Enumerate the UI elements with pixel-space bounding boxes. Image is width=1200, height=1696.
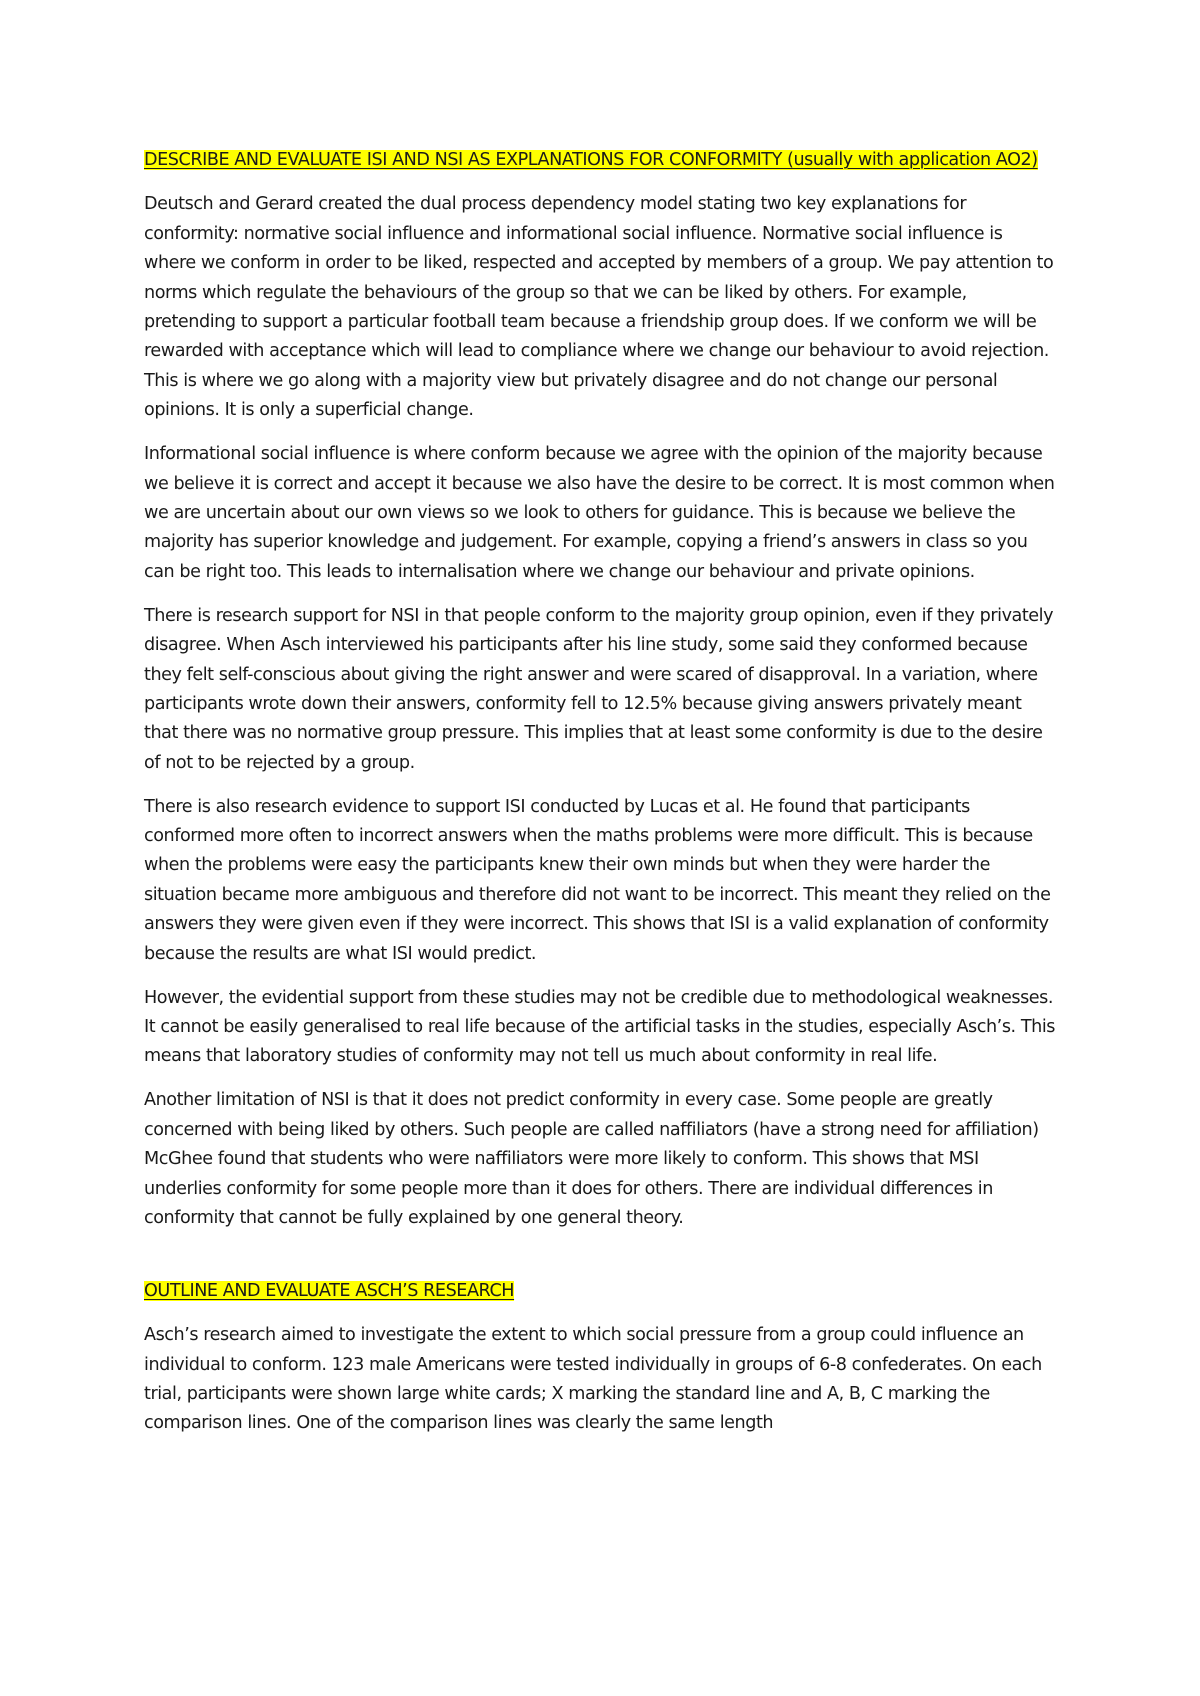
paragraph-6: Another limitation of NSI is that it does not predict conformity in every case. Some people are greatly concerned with being liked by others. Such people are called naffiliators (have a strong need for affiliation) McGhee found that students who were naffiliators were more likely to conform. This shows that MSI underlies conformity for some people more than it does for others. There are individual differences in conformity that cannot be fully explained by one general theory. [144,1090,1039,1228]
paragraph-4: There is also research evidence to support ISI conducted by Lucas et al. He found that participants conformed more often to incorrect answers when the maths problems were more difficult. This is because when the problems were easy the participants knew their own minds but when they were harder the situation became more ambiguous and therefore did not want to be incorrect. This meant they relied on the answers they were given even if they were incorrect. This shows that ISI is a valid explanation of conformity because the results are what ISI would predict. [144,796,1051,964]
section-heading-isi-nsi [144,146,1056,175]
document-body [144,146,1056,1453]
paragraph-1: Deutsch and Gerard created the dual process dependency model stating two key explanations for conformity: normative social influence and informational social influence. Normative social influence is where we conform in order to be liked, respected and accepted by members of a group. We pay attention to norms which regulate the behaviours of the group so that we can be liked by others. For example, pretending to support a particular football team because a friendship group does. If we conform we will be rewarded with acceptance which will lead to compliance where we change our behaviour to avoid rejection. This is where we go along with a majority view but privately disagree and do not change our personal opinions. It is only a superficial change. [144,194,1054,421]
section-gap [144,1248,1056,1277]
paragraph-5: However, the evidential support from these studies may not be credible due to methodological weaknesses. It cannot be easily generalised to real life because of the artificial tasks in the studies, especially Asch’s. This means that laboratory studies of conformity may not tell us much about conformity in real life. [144,987,1055,1067]
paragraph-3: There is research support for NSI in that people conform to the majority group opinion, even if they privately disagree. When Asch interviewed his participants after his line study, some said they conformed because they felt self-conscious about giving the right answer and were scared of disapproval. In a variation, where participants wrote down their answers, conformity fell to 12.5% because giving answers privately meant that there was no normative group pressure. This implies that at least some conformity is due to the desire of not to be rejected by a group. [144,605,1054,773]
highlighted-heading-text: OUTLINE AND EVALUATE ASCH’S RESEARCH [144,1280,515,1301]
paragraph-2: Informational social influence is where conform because we agree with the opinion of the majority because we believe it is correct and accept it because we also have the desire to be correct. It is most common when we are uncertain about our own views so we look to others for guidance. This is because we believe the majority has superior knowledge and judgement. For example, copying a friend’s answers in class so you can be right too. This leads to internalisation where we change our behaviour and private opinions. [144,444,1055,582]
section-heading-asch [144,1277,1056,1306]
highlighted-heading-text: DESCRIBE AND EVALUATE ISI AND NSI AS EXPLANATIONS FOR CONFORMITY (usually with application AO2) [144,150,1038,170]
paragraph-7: Asch’s research aimed to investigate the extent to which social pressure from a group could influence an individual to conform. 123 male Americans were tested individually in groups of 6-8 confederates. On each trial, participants were shown large white cards; X marking the standard line and A, B, C marking the comparison lines. One of the comparison lines was clearly the same length [144,1325,1042,1434]
